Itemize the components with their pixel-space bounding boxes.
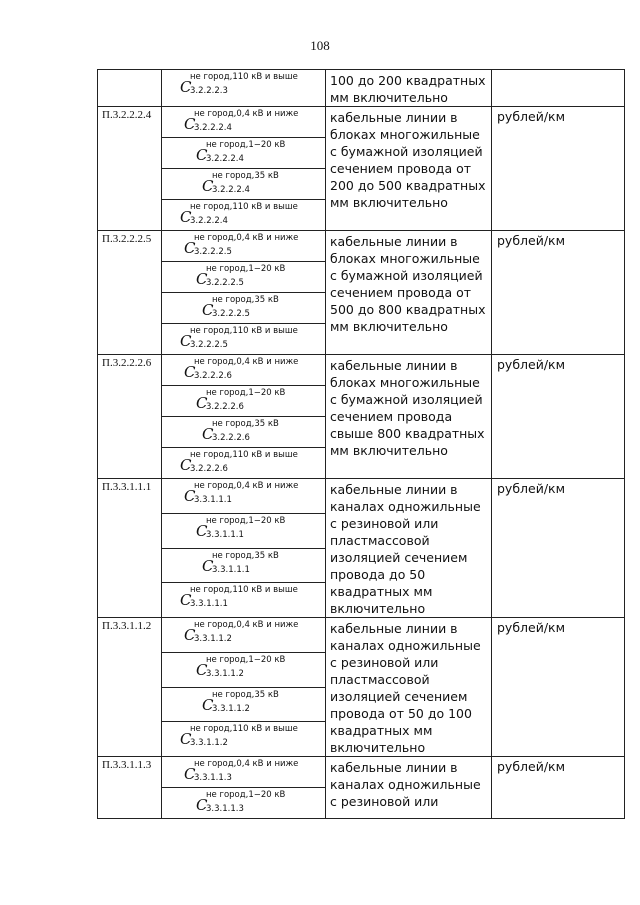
item-unit: рублей/км bbox=[492, 355, 625, 479]
formula-subscript: 3.3.1.1.2 bbox=[190, 738, 228, 749]
formula-subscript: 3.3.1.1.1 bbox=[212, 564, 250, 575]
formula-subscript: 3.3.1.1.2 bbox=[212, 703, 250, 714]
cost-formula-cell bbox=[162, 169, 326, 200]
item-description: кабельные линии в блоках многожильные с бумажной изоляцией сечением провода от 200 до 500 квадратных мм включительно bbox=[326, 107, 492, 231]
item-description: 100 до 200 квадратных мм включительно bbox=[326, 70, 492, 107]
formula-symbol: C bbox=[180, 456, 192, 474]
formula-symbol: C bbox=[196, 394, 208, 412]
cost-formula-cell bbox=[162, 293, 326, 324]
formula-superscript: не город,110 кВ и выше bbox=[190, 202, 298, 212]
formula-subscript: 3.2.2.2.5 bbox=[206, 278, 244, 288]
table-row bbox=[98, 757, 625, 788]
formula-symbol: C bbox=[184, 239, 196, 257]
cost-formula-cell bbox=[162, 262, 326, 293]
cost-formula-cell bbox=[162, 70, 326, 107]
item-unit: рублей/км bbox=[492, 618, 625, 757]
tariff-table bbox=[97, 69, 625, 819]
item-code: П.3.3.1.1.2 bbox=[98, 618, 162, 757]
cost-formula-cell bbox=[162, 200, 326, 231]
formula-subscript: 3.2.2.2.5 bbox=[212, 309, 250, 319]
formula-superscript: не город,1−20 кВ bbox=[206, 515, 286, 526]
table-row bbox=[98, 231, 625, 262]
formula-superscript: не город,35 кВ bbox=[212, 550, 279, 561]
formula-subscript: 3.2.2.2.4 bbox=[190, 216, 228, 226]
item-description: кабельные линии в каналах одножильные с резиновой или bbox=[326, 757, 492, 819]
formula-superscript: не город,110 кВ и выше bbox=[190, 72, 298, 82]
formula-subscript: 3.3.1.1.2 bbox=[206, 668, 244, 679]
formula-subscript: 3.3.1.1.3 bbox=[206, 804, 244, 814]
item-code: П.3.3.1.1.1 bbox=[98, 479, 162, 618]
formula-subscript: 3.3.1.1.1 bbox=[190, 599, 228, 610]
item-unit: рублей/км bbox=[492, 231, 625, 355]
item-code: П.3.2.2.2.6 bbox=[98, 355, 162, 479]
table-row bbox=[98, 70, 625, 107]
item-code bbox=[98, 70, 162, 107]
formula-superscript: не город,35 кВ bbox=[212, 295, 279, 305]
cost-formula-cell bbox=[162, 231, 326, 262]
formula-symbol: C bbox=[180, 78, 192, 96]
formula-subscript: 3.3.1.1.1 bbox=[206, 529, 244, 540]
formula-superscript: не город,1−20 кВ bbox=[206, 140, 286, 150]
formula-symbol: C bbox=[202, 556, 214, 575]
cost-formula-cell bbox=[162, 355, 326, 386]
formula-superscript: не город,0,4 кВ и ниже bbox=[194, 620, 299, 630]
formula-subscript: 3.2.2.2.6 bbox=[212, 433, 250, 443]
formula-superscript: не город,110 кВ и выше bbox=[190, 724, 298, 735]
formula-subscript: 3.2.2.2.4 bbox=[212, 185, 250, 195]
cost-formula-cell bbox=[162, 417, 326, 448]
formula-superscript: не город,35 кВ bbox=[212, 689, 279, 700]
table-row bbox=[98, 618, 625, 653]
formula-superscript: не город,110 кВ и выше bbox=[190, 326, 298, 336]
formula-subscript: 3.2.2.2.3 bbox=[190, 86, 228, 96]
formula-symbol: C bbox=[202, 177, 214, 195]
cost-formula-cell bbox=[162, 687, 326, 722]
item-unit: рублей/км bbox=[492, 107, 625, 231]
formula-subscript: 3.3.1.1.1 bbox=[194, 495, 232, 505]
formula-symbol: C bbox=[180, 332, 192, 350]
item-description: кабельные линии в блоках многожильные с бумажной изоляцией сечением провода от 500 до 800 квадратных мм включительно bbox=[326, 231, 492, 355]
formula-superscript: не город,1−20 кВ bbox=[206, 790, 286, 800]
formula-superscript: не город,0,4 кВ и ниже bbox=[194, 109, 299, 119]
cost-formula-cell bbox=[162, 722, 326, 757]
formula-subscript: 3.3.1.1.3 bbox=[194, 773, 232, 783]
item-unit bbox=[492, 70, 625, 107]
cost-formula-cell bbox=[162, 386, 326, 417]
item-code: П.3.2.2.2.5 bbox=[98, 231, 162, 355]
formula-subscript: 3.2.2.2.4 bbox=[194, 123, 232, 133]
table-row bbox=[98, 355, 625, 386]
formula-superscript: не город,35 кВ bbox=[212, 419, 279, 429]
cost-formula-cell bbox=[162, 513, 326, 548]
formula-symbol: C bbox=[184, 115, 196, 133]
item-description: кабельные линии в каналах одножильные с резиновой или пластмассовой изоляцией сечением провода до 50 квадратных мм включительно bbox=[326, 479, 492, 618]
table-row bbox=[98, 479, 625, 514]
formula-symbol: C bbox=[184, 765, 196, 783]
cost-formula-cell bbox=[162, 138, 326, 169]
formula-subscript: 3.2.2.2.6 bbox=[194, 371, 232, 381]
table-row bbox=[98, 107, 625, 138]
cost-formula-cell bbox=[162, 107, 326, 138]
item-description: кабельные линии в каналах одножильные с резиновой или пластмассовой изоляцией сечением провода от 50 до 100 квадратных мм включительно bbox=[326, 618, 492, 757]
cost-formula-cell bbox=[162, 548, 326, 583]
formula-superscript: не город,0,4 кВ и ниже bbox=[194, 481, 299, 491]
cost-formula-cell bbox=[162, 788, 326, 819]
item-code: П.3.3.1.1.3 bbox=[98, 757, 162, 819]
formula-symbol: C bbox=[202, 695, 214, 714]
formula-symbol: C bbox=[184, 487, 196, 505]
formula-symbol: C bbox=[196, 660, 208, 679]
formula-subscript: 3.2.2.2.6 bbox=[206, 402, 244, 412]
item-description: кабельные линии в блоках многожильные с бумажной изоляцией сечением провода свыше 800 квадратных мм включительно bbox=[326, 355, 492, 479]
formula-symbol: C bbox=[196, 521, 208, 540]
cost-formula-cell bbox=[162, 479, 326, 514]
formula-superscript: не город,1−20 кВ bbox=[206, 388, 286, 398]
formula-subscript: 3.2.2.2.5 bbox=[190, 340, 228, 350]
formula-symbol: C bbox=[196, 796, 208, 814]
cost-formula-cell bbox=[162, 448, 326, 479]
item-unit: рублей/км bbox=[492, 757, 625, 819]
formula-superscript: не город,1−20 кВ bbox=[206, 264, 286, 274]
formula-symbol: C bbox=[184, 363, 196, 381]
formula-superscript: не город,110 кВ и выше bbox=[190, 585, 298, 596]
formula-superscript: не город,35 кВ bbox=[212, 171, 279, 181]
formula-symbol: C bbox=[196, 146, 208, 164]
formula-symbol: C bbox=[202, 425, 214, 443]
formula-symbol: C bbox=[180, 730, 192, 749]
formula-symbol: C bbox=[180, 208, 192, 226]
formula-symbol: C bbox=[196, 270, 208, 288]
cost-formula-cell bbox=[162, 757, 326, 788]
formula-symbol: C bbox=[180, 591, 192, 610]
formula-subscript: 3.2.2.2.4 bbox=[206, 154, 244, 164]
page-number: 108 bbox=[310, 38, 330, 53]
formula-symbol: C bbox=[202, 301, 214, 319]
formula-superscript: не город,0,4 кВ и ниже bbox=[194, 233, 299, 243]
formula-superscript: не город,1−20 кВ bbox=[206, 654, 286, 665]
formula-subscript: 3.3.1.1.2 bbox=[194, 634, 232, 644]
cost-formula-cell bbox=[162, 618, 326, 653]
item-code: П.3.2.2.2.4 bbox=[98, 107, 162, 231]
formula-symbol: C bbox=[184, 626, 196, 644]
cost-formula-cell bbox=[162, 652, 326, 687]
item-unit: рублей/км bbox=[492, 479, 625, 618]
formula-subscript: 3.2.2.2.6 bbox=[190, 464, 228, 474]
formula-superscript: не город,0,4 кВ и ниже bbox=[194, 759, 299, 769]
formula-superscript: не город,110 кВ и выше bbox=[190, 450, 298, 460]
formula-superscript: не город,0,4 кВ и ниже bbox=[194, 357, 299, 367]
cost-formula-cell bbox=[162, 324, 326, 355]
formula-subscript: 3.2.2.2.5 bbox=[194, 247, 232, 257]
cost-formula-cell bbox=[162, 583, 326, 618]
